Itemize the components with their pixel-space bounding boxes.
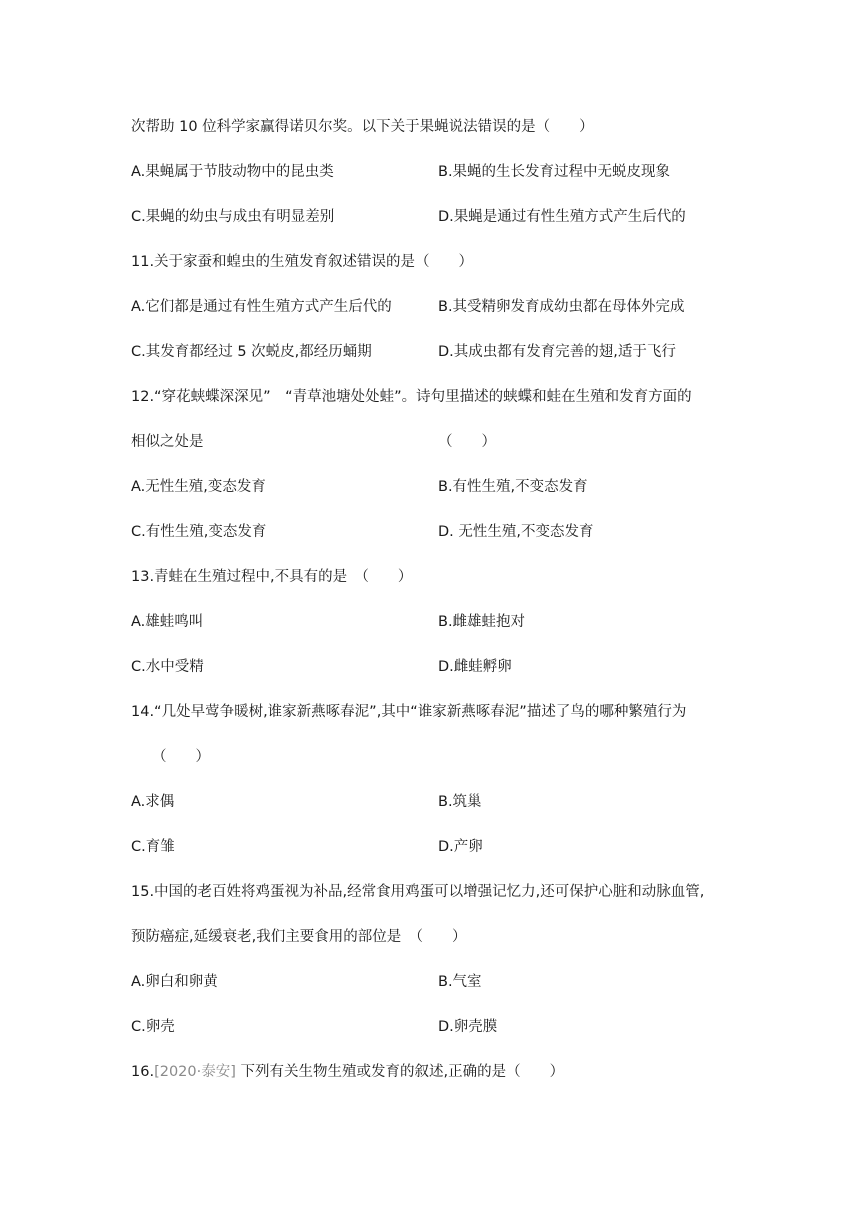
q16-number: 16.	[131, 1064, 155, 1080]
q14-stem-line1: 14.“几处早莺争暖树,谁家新燕啄春泥”,其中“谁家新燕啄春泥”描述了鸟的哪种繁殖行为	[131, 704, 687, 720]
q14-option-c: C.育雏	[131, 839, 175, 855]
q13-option-a: A.雄蛙鸣叫	[131, 614, 204, 630]
q12-option-c: C.有性生殖,变态发育	[131, 524, 267, 540]
q14-answer-blank: （ ）	[152, 749, 210, 765]
q16-stem	[131, 1062, 564, 1082]
q10-option-a: A.果蝇属于节肢动物中的昆虫类	[131, 164, 334, 180]
q13-option-d: D.雌蛙孵卵	[438, 659, 512, 675]
q11-option-a: A.它们都是通过有性生殖方式产生后代的	[131, 299, 392, 315]
q14-option-a: A.求偶	[131, 794, 175, 810]
q13-option-c: C.水中受精	[131, 659, 204, 675]
q15-stem-line1: 15.中国的老百姓将鸡蛋视为补品,经常食用鸡蛋可以增强记忆力,还可保护心脏和动脉血管,	[131, 884, 705, 900]
q15-option-a: A.卵白和卵黄	[131, 974, 218, 990]
q14-option-d: D.产卵	[438, 839, 483, 855]
q10-option-d: D.果蝇是通过有性生殖方式产生后代的	[438, 209, 686, 225]
q12-option-d: D. 无性生殖,不变态发育	[438, 524, 594, 540]
q11-option-d: D.其成虫都有发育完善的翅,适于飞行	[438, 344, 676, 360]
q12-stem-line1: 12.“穿花蛱蝶深深见” “青草池塘处处蛙”。诗句里描述的蛱蝶和蛙在生殖和发育方面的	[131, 389, 692, 405]
q11-option-c: C.其发育都经过 5 次蜕皮,都经历蛹期	[131, 344, 372, 360]
q12-answer-blank: （ ）	[438, 434, 496, 450]
q10-stem: 次帮助 10 位科学家赢得诺贝尔奖。以下关于果蝇说法错误的是（ ）	[131, 119, 594, 135]
q12-option-a: A.无性生殖,变态发育	[131, 479, 266, 495]
q16-source-tag: [2020·泰安]	[154, 1064, 236, 1080]
q12-stem-line2: 相似之处是	[131, 434, 204, 450]
q15-option-b: B.气室	[438, 974, 482, 990]
q16-text: 下列有关生物生殖或发育的叙述,正确的是（ ）	[235, 1064, 565, 1080]
q13-option-b: B.雌雄蛙抱对	[438, 614, 526, 630]
q10-option-b: B.果蝇的生长发育过程中无蜕皮现象	[438, 164, 671, 180]
q15-stem-line2: 预防癌症,延缓衰老,我们主要食用的部位是 （ ）	[131, 929, 467, 945]
q14-option-b: B.筑巢	[438, 794, 482, 810]
q10-option-c: C.果蝇的幼虫与成虫有明显差别	[131, 209, 335, 225]
q13-stem: 13.青蛙在生殖过程中,不具有的是 （ ）	[131, 569, 413, 585]
q11-stem: 11.关于家蚕和蝗虫的生殖发育叙述错误的是（ ）	[131, 254, 474, 270]
q15-option-d: D.卵壳膜	[438, 1019, 498, 1035]
q15-option-c: C.卵壳	[131, 1019, 175, 1035]
q12-option-b: B.有性生殖,不变态发育	[438, 479, 588, 495]
q11-option-b: B.其受精卵发育成幼虫都在母体外完成	[438, 299, 685, 315]
